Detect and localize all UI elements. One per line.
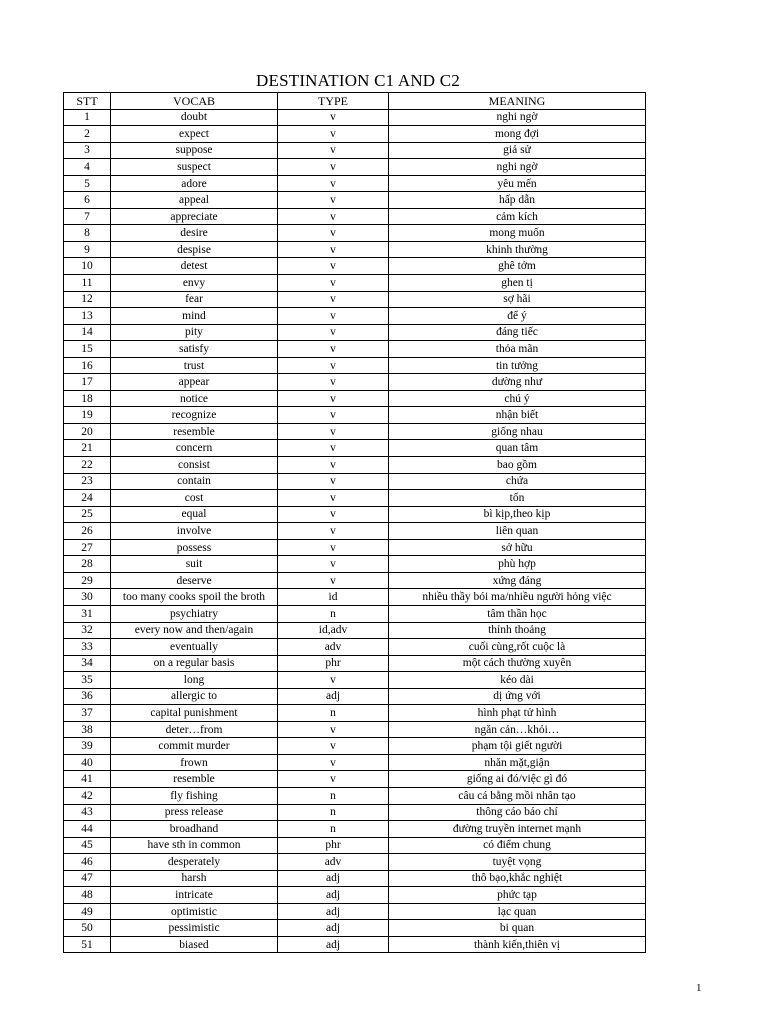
cell-meaning: phù hợp — [389, 556, 646, 573]
cell-type: v — [278, 341, 389, 358]
cell-stt: 37 — [64, 705, 111, 722]
cell-stt: 3 — [64, 142, 111, 159]
cell-vocab: broadhand — [111, 821, 278, 838]
cell-meaning: đường truyền internet mạnh — [389, 821, 646, 838]
cell-type: v — [278, 208, 389, 225]
cell-meaning: nghi ngờ — [389, 159, 646, 176]
table-row — [64, 622, 646, 639]
table-row — [64, 490, 646, 507]
cell-vocab: appreciate — [111, 208, 278, 225]
cell-stt: 41 — [64, 771, 111, 788]
cell-vocab: frown — [111, 754, 278, 771]
table-row — [64, 688, 646, 705]
table-row — [64, 357, 646, 374]
cell-stt: 11 — [64, 275, 111, 292]
cell-stt: 40 — [64, 754, 111, 771]
cell-stt: 28 — [64, 556, 111, 573]
cell-meaning: bi quan — [389, 920, 646, 937]
cell-type: v — [278, 175, 389, 192]
cell-stt: 16 — [64, 357, 111, 374]
cell-meaning: giống ai đó/việc gì đó — [389, 771, 646, 788]
cell-type: adj — [278, 887, 389, 904]
header-meaning: MEANING — [389, 93, 646, 110]
cell-meaning: chứa — [389, 473, 646, 490]
cell-vocab: consist — [111, 457, 278, 474]
table-row — [64, 837, 646, 854]
cell-type: v — [278, 506, 389, 523]
cell-stt: 10 — [64, 258, 111, 275]
table-row — [64, 572, 646, 589]
cell-stt: 15 — [64, 341, 111, 358]
table-row — [64, 523, 646, 540]
table-row — [64, 341, 646, 358]
cell-stt: 24 — [64, 490, 111, 507]
cell-meaning: để ý — [389, 308, 646, 325]
cell-stt: 50 — [64, 920, 111, 937]
cell-meaning: ghen tị — [389, 275, 646, 292]
cell-meaning: tốn — [389, 490, 646, 507]
cell-type: v — [278, 357, 389, 374]
cell-stt: 30 — [64, 589, 111, 606]
cell-meaning: câu cá bằng mồi nhân tạo — [389, 787, 646, 804]
table-row — [64, 605, 646, 622]
table-row — [64, 473, 646, 490]
cell-type: v — [278, 258, 389, 275]
cell-stt: 26 — [64, 523, 111, 540]
cell-type: v — [278, 308, 389, 325]
cell-meaning: nhận biết — [389, 407, 646, 424]
cell-type: n — [278, 821, 389, 838]
table-row — [64, 407, 646, 424]
cell-vocab: suit — [111, 556, 278, 573]
cell-type: v — [278, 142, 389, 159]
cell-vocab: on a regular basis — [111, 655, 278, 672]
cell-type: adj — [278, 920, 389, 937]
cell-stt: 48 — [64, 887, 111, 904]
cell-vocab: doubt — [111, 109, 278, 126]
cell-type: v — [278, 721, 389, 738]
cell-vocab: intricate — [111, 887, 278, 904]
cell-type: v — [278, 374, 389, 391]
cell-type: v — [278, 490, 389, 507]
cell-type: adj — [278, 870, 389, 887]
cell-meaning: mong muốn — [389, 225, 646, 242]
cell-type: adj — [278, 688, 389, 705]
cell-meaning: phạm tội giết người — [389, 738, 646, 755]
cell-vocab: resemble — [111, 771, 278, 788]
cell-meaning: khinh thường — [389, 241, 646, 258]
cell-type: id — [278, 589, 389, 606]
table-row — [64, 241, 646, 258]
cell-meaning: nhiều thầy bói ma/nhiều người hỏng việc — [389, 589, 646, 606]
cell-stt: 43 — [64, 804, 111, 821]
cell-stt: 6 — [64, 192, 111, 209]
table-row — [64, 457, 646, 474]
cell-meaning: liên quan — [389, 523, 646, 540]
table-row — [64, 887, 646, 904]
cell-meaning: tin tưởng — [389, 357, 646, 374]
cell-stt: 33 — [64, 639, 111, 656]
cell-stt: 4 — [64, 159, 111, 176]
cell-meaning: bì kịp,theo kịp — [389, 506, 646, 523]
cell-type: v — [278, 473, 389, 490]
table-row — [64, 374, 646, 391]
cell-vocab: commit murder — [111, 738, 278, 755]
cell-type: v — [278, 291, 389, 308]
cell-vocab: satisfy — [111, 341, 278, 358]
table-row — [64, 655, 646, 672]
cell-vocab: suspect — [111, 159, 278, 176]
cell-stt: 51 — [64, 936, 111, 953]
cell-type: adj — [278, 903, 389, 920]
cell-type: v — [278, 539, 389, 556]
table-row — [64, 721, 646, 738]
cell-type: n — [278, 705, 389, 722]
cell-stt: 38 — [64, 721, 111, 738]
cell-meaning: lạc quan — [389, 903, 646, 920]
cell-meaning: nhăn mặt,giận — [389, 754, 646, 771]
table-row — [64, 771, 646, 788]
cell-meaning: bao gồm — [389, 457, 646, 474]
table-row — [64, 639, 646, 656]
cell-meaning: hình phạt tử hình — [389, 705, 646, 722]
cell-stt: 18 — [64, 390, 111, 407]
cell-type: adv — [278, 639, 389, 656]
cell-type: n — [278, 787, 389, 804]
cell-meaning: yêu mến — [389, 175, 646, 192]
cell-vocab: mind — [111, 308, 278, 325]
cell-type: id,adv — [278, 622, 389, 639]
cell-type: v — [278, 126, 389, 143]
cell-stt: 22 — [64, 457, 111, 474]
cell-stt: 12 — [64, 291, 111, 308]
table-row — [64, 705, 646, 722]
cell-meaning: giống nhau — [389, 423, 646, 440]
table-row — [64, 506, 646, 523]
cell-vocab: resemble — [111, 423, 278, 440]
cell-stt: 34 — [64, 655, 111, 672]
cell-meaning: tâm thần học — [389, 605, 646, 622]
cell-meaning: thô bạo,khắc nghiệt — [389, 870, 646, 887]
table-row — [64, 754, 646, 771]
table-row — [64, 423, 646, 440]
cell-vocab: suppose — [111, 142, 278, 159]
cell-vocab: fear — [111, 291, 278, 308]
cell-type: v — [278, 192, 389, 209]
cell-vocab: too many cooks spoil the broth — [111, 589, 278, 606]
cell-vocab: press release — [111, 804, 278, 821]
cell-stt: 27 — [64, 539, 111, 556]
cell-vocab: eventually — [111, 639, 278, 656]
table-row — [64, 324, 646, 341]
cell-stt: 19 — [64, 407, 111, 424]
table-row — [64, 390, 646, 407]
cell-vocab: desperately — [111, 854, 278, 871]
cell-vocab: cost — [111, 490, 278, 507]
document-title: DESTINATION C1 AND C2 — [256, 71, 460, 90]
cell-stt: 2 — [64, 126, 111, 143]
cell-type: v — [278, 440, 389, 457]
table-row — [64, 870, 646, 887]
cell-vocab: envy — [111, 275, 278, 292]
cell-meaning: ngăn cản…khỏi… — [389, 721, 646, 738]
cell-stt: 8 — [64, 225, 111, 242]
cell-meaning: chú ý — [389, 390, 646, 407]
table-row — [64, 175, 646, 192]
cell-meaning: có điểm chung — [389, 837, 646, 854]
cell-stt: 35 — [64, 672, 111, 689]
cell-stt: 39 — [64, 738, 111, 755]
cell-meaning: cảm kích — [389, 208, 646, 225]
cell-stt: 5 — [64, 175, 111, 192]
cell-meaning: tuyệt vọng — [389, 854, 646, 871]
cell-vocab: pessimistic — [111, 920, 278, 937]
cell-vocab: psychiatry — [111, 605, 278, 622]
cell-meaning: nghi ngờ — [389, 109, 646, 126]
cell-stt: 42 — [64, 787, 111, 804]
cell-meaning: thỉnh thoảng — [389, 622, 646, 639]
cell-vocab: have sth in common — [111, 837, 278, 854]
cell-stt: 46 — [64, 854, 111, 871]
cell-stt: 20 — [64, 423, 111, 440]
cell-type: v — [278, 225, 389, 242]
cell-vocab: appeal — [111, 192, 278, 209]
cell-type: phr — [278, 837, 389, 854]
cell-type: v — [278, 572, 389, 589]
cell-stt: 1 — [64, 109, 111, 126]
table-row — [64, 804, 646, 821]
cell-type: v — [278, 241, 389, 258]
cell-type: v — [278, 390, 389, 407]
cell-stt: 31 — [64, 605, 111, 622]
cell-vocab: long — [111, 672, 278, 689]
cell-meaning: quan tâm — [389, 440, 646, 457]
table-header-row — [64, 93, 646, 110]
cell-vocab: deserve — [111, 572, 278, 589]
cell-vocab: expect — [111, 126, 278, 143]
table-row — [64, 291, 646, 308]
cell-type: v — [278, 407, 389, 424]
cell-vocab: detest — [111, 258, 278, 275]
cell-type: v — [278, 109, 389, 126]
cell-type: v — [278, 738, 389, 755]
cell-vocab: notice — [111, 390, 278, 407]
cell-meaning: phức tạp — [389, 887, 646, 904]
cell-vocab: equal — [111, 506, 278, 523]
cell-vocab: every now and then/again — [111, 622, 278, 639]
cell-type: v — [278, 771, 389, 788]
cell-vocab: trust — [111, 357, 278, 374]
cell-meaning: thành kiến,thiên vị — [389, 936, 646, 953]
cell-vocab: possess — [111, 539, 278, 556]
cell-type: v — [278, 423, 389, 440]
cell-stt: 47 — [64, 870, 111, 887]
vocabulary-table — [63, 92, 646, 953]
cell-vocab: optimistic — [111, 903, 278, 920]
cell-stt: 49 — [64, 903, 111, 920]
table-row — [64, 308, 646, 325]
table-row — [64, 672, 646, 689]
cell-type: n — [278, 605, 389, 622]
cell-vocab: concern — [111, 440, 278, 457]
cell-meaning: kéo dài — [389, 672, 646, 689]
cell-type: phr — [278, 655, 389, 672]
cell-type: v — [278, 556, 389, 573]
cell-stt: 23 — [64, 473, 111, 490]
cell-vocab: fly fishing — [111, 787, 278, 804]
cell-meaning: ghê tởm — [389, 258, 646, 275]
cell-vocab: appear — [111, 374, 278, 391]
cell-vocab: contain — [111, 473, 278, 490]
cell-type: adj — [278, 936, 389, 953]
table-row — [64, 192, 646, 209]
cell-type: adv — [278, 854, 389, 871]
cell-meaning: đáng tiếc — [389, 324, 646, 341]
table-row — [64, 738, 646, 755]
cell-meaning: xứng đáng — [389, 572, 646, 589]
cell-meaning: một cách thường xuyên — [389, 655, 646, 672]
table-row — [64, 225, 646, 242]
page-number: 1 — [696, 982, 702, 994]
table-row — [64, 556, 646, 573]
cell-stt: 14 — [64, 324, 111, 341]
table-row — [64, 936, 646, 953]
cell-stt: 36 — [64, 688, 111, 705]
cell-type: v — [278, 457, 389, 474]
table-row — [64, 903, 646, 920]
table-row — [64, 854, 646, 871]
header-type: TYPE — [278, 93, 389, 110]
cell-meaning: hấp dẫn — [389, 192, 646, 209]
cell-meaning: cuối cùng,rốt cuộc là — [389, 639, 646, 656]
cell-stt: 7 — [64, 208, 111, 225]
cell-stt: 45 — [64, 837, 111, 854]
cell-vocab: involve — [111, 523, 278, 540]
cell-vocab: biased — [111, 936, 278, 953]
cell-vocab: harsh — [111, 870, 278, 887]
cell-type: v — [278, 159, 389, 176]
cell-type: v — [278, 672, 389, 689]
cell-vocab: adore — [111, 175, 278, 192]
cell-stt: 25 — [64, 506, 111, 523]
cell-type: v — [278, 324, 389, 341]
table-row — [64, 126, 646, 143]
cell-stt: 13 — [64, 308, 111, 325]
table-row — [64, 258, 646, 275]
header-stt: STT — [64, 93, 111, 110]
cell-vocab: desire — [111, 225, 278, 242]
table-row — [64, 539, 646, 556]
table-body — [64, 109, 646, 953]
cell-meaning: sở hữu — [389, 539, 646, 556]
cell-meaning: dị ứng với — [389, 688, 646, 705]
cell-stt: 9 — [64, 241, 111, 258]
cell-vocab: recognize — [111, 407, 278, 424]
cell-stt: 29 — [64, 572, 111, 589]
cell-stt: 32 — [64, 622, 111, 639]
cell-vocab: pity — [111, 324, 278, 341]
cell-vocab: deter…from — [111, 721, 278, 738]
table-row — [64, 208, 646, 225]
cell-type: n — [278, 804, 389, 821]
cell-meaning: dường như — [389, 374, 646, 391]
cell-vocab: capital punishment — [111, 705, 278, 722]
table-row — [64, 275, 646, 292]
table-row — [64, 787, 646, 804]
table-row — [64, 589, 646, 606]
cell-meaning: mong đợi — [389, 126, 646, 143]
cell-stt: 17 — [64, 374, 111, 391]
table-row — [64, 159, 646, 176]
cell-meaning: thỏa mãn — [389, 341, 646, 358]
table-row — [64, 821, 646, 838]
cell-type: v — [278, 754, 389, 771]
cell-meaning: giả sử — [389, 142, 646, 159]
cell-meaning: sợ hãi — [389, 291, 646, 308]
table-row — [64, 440, 646, 457]
table-row — [64, 920, 646, 937]
header-vocab: VOCAB — [111, 93, 278, 110]
cell-stt: 21 — [64, 440, 111, 457]
cell-vocab: allergic to — [111, 688, 278, 705]
cell-type: v — [278, 275, 389, 292]
cell-stt: 44 — [64, 821, 111, 838]
cell-type: v — [278, 523, 389, 540]
cell-meaning: thông cáo báo chí — [389, 804, 646, 821]
table-row — [64, 142, 646, 159]
table-row — [64, 109, 646, 126]
cell-vocab: despise — [111, 241, 278, 258]
